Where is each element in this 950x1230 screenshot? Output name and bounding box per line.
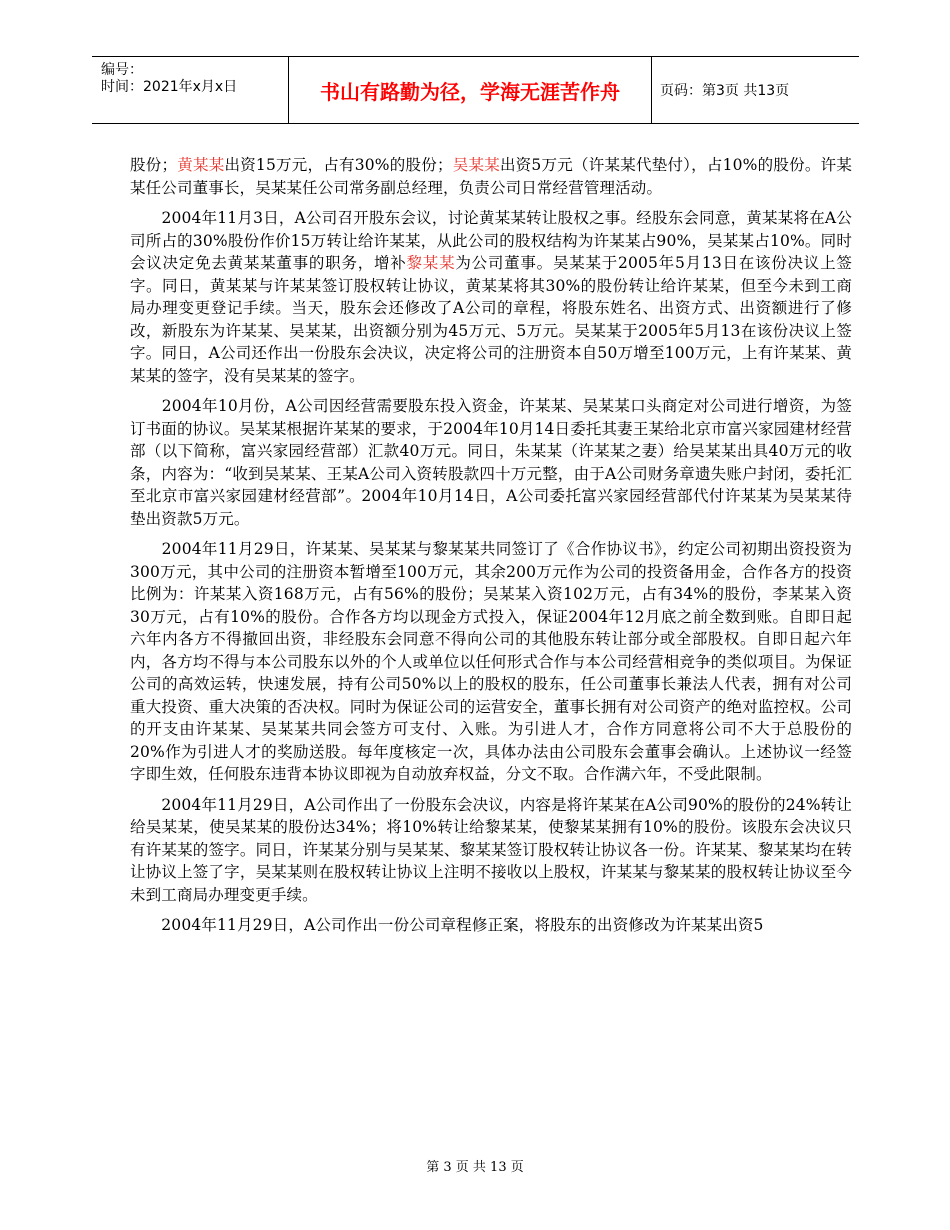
page-header (92, 56, 859, 124)
text-segment: 出资15万元，占有30%的股份； (224, 156, 453, 174)
paragraph-1 (130, 154, 852, 199)
paragraph-4: 2004年11月29日，许某某、吴某某与黎某某共同签订了《合作协议书》，约定公司初期出资投资为300万元，其中公司的注册资本暂增至100万元，其余200万元作为公司的投资备用金，合作各方的投资比例为：许某某入资168万元，占有56%的股份；吴某某入资102万元，占有34%的股份，李某某入资30万元，占有10%的股份。合作各方均以现金方式投入，保证2004年12月底之前全数到账。自即日起六年内各方不得撤回出资，非经股东会同意不得向公司的其他股东转让部分或全部股权。自即日起六年内，各方均不得与本公司股东以外的个人或单位以任何形式合作与本公司经营相竞争的类似项目。为保证公司的高效运转，快速发展，持有公司50%以上的股权的股东，任公司董事长兼法人代表，拥有对公司重大投资、重大决策的否决权。同时为保证公司的运营安全，董事长拥有对公司资产的绝对监控权。公司的开支由许某某、吴某某共同会签方可支付、入账。为引进人才，合作方同意将公司不大于总股份的20%作为引进人才的奖励送股。每年度核定一次，具体办法由公司股东会董事会确认。上述协议一经签字即生效，任何股东违背本协议即视为自动放弃权益，分文不取。合作满六年，不受此限制。 (130, 540, 852, 783)
header-page-info: 页码：第3页 共13页 (660, 83, 790, 99)
document-number-label: 编号： (101, 62, 143, 78)
text-segment: 为公司董事。吴某某于2005年5月13日在该份决议上签字。同日，黄某某与许某某签订股权转让协议，黄某某将其30%的股份转让给许某某，但至今未到工商局办理变更登记手续。当天，股东会还修改了A公司的章程，将股东姓名、出资方式、出资额进行了修改，新股东为许某某、吴某某，出资额分别为45万元、5万元。吴某某于2005年5月13在该份决议上签字。同日，A公司还作出一份股东会决议，决定将公司的注册资本自50万增至100万元，上有许某某、黄某某的签字，没有吴某某的签字。 (130, 254, 852, 385)
text-segment: 2004年11月3日，A公司召开股东会议，讨论黄某某转让股权之事。经股东会同意，黄某某将在A公司所占的30%股份作价15万转让给许某某，从此公司的股权结构为许某某占90%，吴某某占10%。同时会议决定免去黄某某董事的职务，增补 (130, 209, 852, 272)
document-body (130, 154, 852, 945)
header-meta (92, 57, 288, 123)
highlighted-name: 吴某某 (452, 156, 500, 174)
paragraph-3: 2004年10月份，A公司因经营需要股东投入资金，许某某、吴某某口头商定对公司进行增资，为签订书面的协议。吴某某根据许某某的要求，于2004年10月14日委托其妻王某给北京市富兴家园建材经营部（以下简称，富兴家园经营部）汇款40万元。同日，朱某某（许某某之妻）给吴某某出具40万元的收条，内容为：“收到吴某某、王某A公司入资转股款四十万元整，由于A公司财务章遗失账户封闭，委托汇至北京市富兴家园建材经营部”。2004年10月14日，A公司委托富兴家园经营部代付许某某为吴某某待垫出资款5万元。 (130, 397, 852, 528)
paragraph-6: 2004年11月29日，A公司作出一份公司章程修正案，将股东的出资修改为许某某出资5 (130, 916, 764, 934)
page-footer: 第 3 页 共 13 页 (426, 1160, 524, 1175)
paragraph-5: 2004年11月29日，A公司作出了一份股东会决议，内容是将许某某在A公司90%的股份的24%转让给吴某某，使吴某某的股份达34%；将10%转让给黎某某，使黎某某拥有10%的股份。该股东会决议只有许某某的签字。同日，许某某分别与吴某某、黎某某签订股权转让协议各一份。许某某、黎某某均在转让协议上签了字，吴某某则在股权转让协议上注明不接收以上股权，许某某与黎某某的股权转让协议至今未到工商局办理变更手续。 (130, 795, 852, 904)
highlighted-name: 黄某某 (177, 156, 225, 174)
header-motto: 书山有路勤为径，学海无涯苦作舟 (288, 57, 652, 123)
paragraph-2 (130, 207, 852, 387)
document-time-label: 时间：2021年x月x日 (101, 79, 238, 95)
highlighted-name: 黎某某 (406, 254, 456, 272)
text-segment: 股份； (130, 156, 178, 174)
text-segment: 出资5万元（许某某代垫付），占10%的股份。许某某任公司董事长，吴某某任公司常务副总经理，负责公司日常经营管理活动。 (130, 156, 853, 197)
